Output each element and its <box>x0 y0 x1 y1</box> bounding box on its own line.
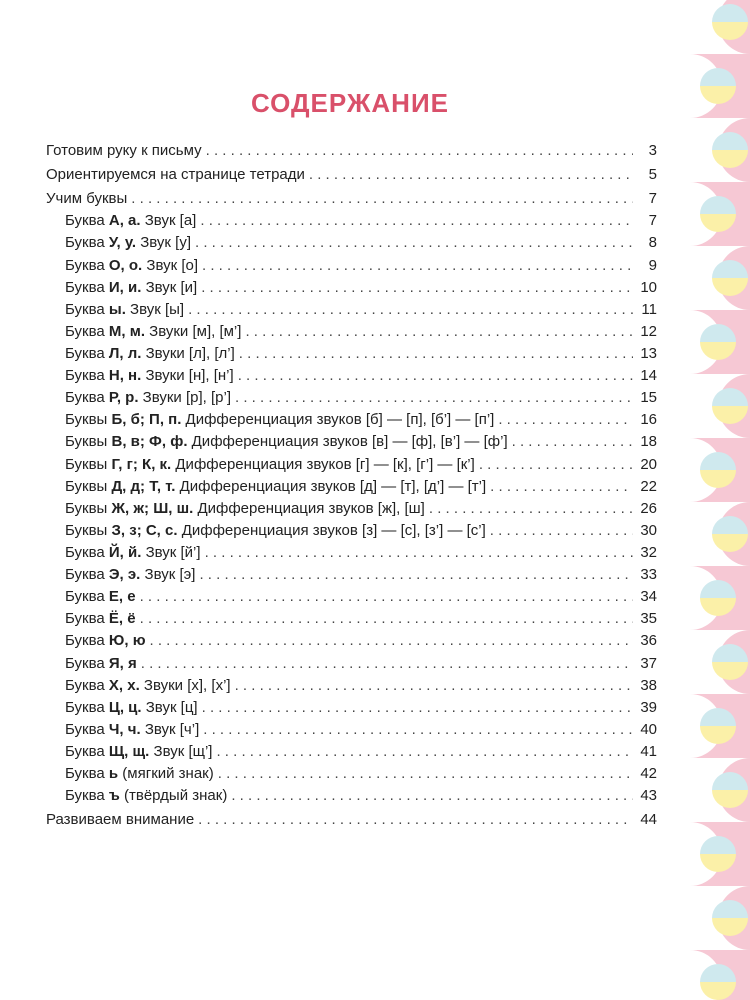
toc-page-number: 41 <box>640 742 657 760</box>
toc-entry-label <box>65 520 486 542</box>
toc-page-number: 30 <box>640 521 657 539</box>
dot-leader <box>150 630 633 652</box>
toc-entry <box>46 321 657 343</box>
toc-entry <box>46 365 657 387</box>
toc-page-number: 7 <box>648 212 657 230</box>
toc-letter-bold: Б, б; П, п. <box>111 411 182 429</box>
toc-entry <box>46 188 657 210</box>
toc-letter-bold: В, в; Ф, ф. <box>111 433 188 451</box>
toc-text: Дифференциация звуков [в] — [ф], [в’] — [ф’] <box>187 433 508 451</box>
toc-entry-label <box>65 232 191 254</box>
toc-entry-label <box>65 630 146 652</box>
dot-leader <box>140 586 633 608</box>
toc-entry <box>46 164 657 186</box>
dot-leader <box>218 763 633 785</box>
toc-text: Звук [й’] <box>141 543 201 561</box>
toc-page-number: 10 <box>640 278 657 296</box>
toc-entry <box>46 653 657 675</box>
decorative-border <box>678 0 750 1000</box>
toc-entry <box>46 255 657 277</box>
toc-entry <box>46 520 657 542</box>
toc-entry-label <box>46 140 202 162</box>
toc-text: Звук [ц] <box>141 698 198 716</box>
toc-entry-label <box>65 675 231 697</box>
toc-entry <box>46 387 657 409</box>
toc-text: Буква <box>65 588 109 606</box>
toc-text: Дифференциация звуков [г] — [к], [г’] — [к’] <box>171 455 475 473</box>
toc-text: Буквы <box>65 499 112 517</box>
toc-letter-bold: Г, г; К, к. <box>111 455 172 473</box>
dot-leader <box>140 608 633 630</box>
toc-page-number: 44 <box>640 811 657 829</box>
toc-letter-bold: Ж, ж; Ш, ш. <box>111 499 194 517</box>
toc-entry <box>46 343 657 365</box>
toc-page-number: 11 <box>641 300 657 318</box>
toc-entry <box>46 630 657 652</box>
page-title: СОДЕРЖАНИЕ <box>251 88 449 118</box>
toc-text: Буква <box>65 278 109 296</box>
toc-entry <box>46 299 657 321</box>
toc-text: Буква <box>65 610 109 628</box>
toc-entry-label <box>65 697 198 719</box>
toc-entry <box>46 498 657 520</box>
dot-leader <box>498 409 633 431</box>
toc-text: Буква <box>65 543 109 561</box>
toc-letter-bold: М, м. <box>108 322 145 340</box>
toc-letter-bold: Р, р. <box>108 389 139 407</box>
toc-page-number: 8 <box>648 234 657 252</box>
toc-letter-bold: Э, э. <box>108 566 141 584</box>
toc-entry <box>46 277 657 299</box>
toc-entry-label <box>65 719 199 741</box>
dot-leader <box>201 277 633 299</box>
toc-entry <box>46 809 657 831</box>
toc-entry-label <box>65 409 494 431</box>
toc-text: Буква <box>65 698 109 716</box>
toc-letter-bold: Ю, ю <box>108 632 146 650</box>
dot-leader <box>245 321 633 343</box>
toc-letter-bold: А, а. <box>108 212 141 230</box>
toc-text: Звук [о] <box>142 256 199 274</box>
toc-entry-label <box>65 564 195 586</box>
dot-leader <box>188 299 633 321</box>
toc-text: Звук [а] <box>140 212 197 230</box>
toc-entry <box>46 719 657 741</box>
dot-leader <box>239 343 633 365</box>
toc-text: Звуки [р], [р’] <box>138 389 231 407</box>
toc-letter-bold: Ц, ц. <box>108 698 142 716</box>
toc-letter-bold: Л, л. <box>108 344 142 362</box>
toc-text: Звуки [л], [л’] <box>141 344 235 362</box>
dot-leader <box>490 476 633 498</box>
toc-page-number: 22 <box>640 477 657 495</box>
toc-entry-label <box>65 476 486 498</box>
toc-page-number: 9 <box>648 256 657 274</box>
toc-entry-label <box>46 164 305 186</box>
toc-page-number: 15 <box>640 389 657 407</box>
toc-text: Буква <box>65 632 109 650</box>
toc-page-number: 33 <box>640 566 657 584</box>
toc-text: Ориентируемся на странице тетради <box>46 166 305 184</box>
toc-text: Звук [у] <box>136 234 191 252</box>
toc-letter-bold: У, у. <box>108 234 137 252</box>
toc-text: Буквы <box>65 477 112 495</box>
toc-text: Дифференциация звуков [б] — [п], [б’] — [п’] <box>181 411 495 429</box>
dot-leader <box>202 697 633 719</box>
dot-leader <box>203 719 633 741</box>
dot-leader <box>479 454 633 476</box>
toc-page-number: 35 <box>640 610 657 628</box>
toc-text: Буква <box>65 344 109 362</box>
toc-entry-label <box>65 299 184 321</box>
dot-leader <box>131 188 633 210</box>
toc-text: Буквы <box>65 411 112 429</box>
toc-text: Буква <box>65 720 109 738</box>
dot-leader <box>429 498 633 520</box>
toc-text: Буква <box>65 212 109 230</box>
dot-leader <box>235 387 633 409</box>
toc-letter-bold: Й, й. <box>108 543 142 561</box>
toc-letter-bold: Щ, щ. <box>108 742 150 760</box>
toc-text: Дифференциация звуков [ж], [ш] <box>193 499 425 517</box>
toc-entry <box>46 431 657 453</box>
toc-page-number: 26 <box>640 499 657 517</box>
dot-leader <box>512 431 633 453</box>
toc-page-number: 3 <box>648 142 657 159</box>
toc-entry-label <box>65 321 241 343</box>
dot-leader <box>206 140 633 162</box>
dot-leader <box>200 210 633 232</box>
toc-entry <box>46 608 657 630</box>
toc-text: Буква <box>65 300 109 318</box>
toc-entry <box>46 586 657 608</box>
toc-text: Звуки [м], [м’] <box>144 322 242 340</box>
toc-letter-bold: ъ <box>108 787 120 805</box>
dot-leader <box>202 255 633 277</box>
toc-page-number: 5 <box>648 166 657 184</box>
toc-entry-label <box>65 608 136 630</box>
toc-text: Буквы <box>65 433 112 451</box>
dot-leader <box>490 520 633 542</box>
toc-text: Буквы <box>65 521 112 539</box>
toc-letter-bold: И, и. <box>108 278 142 296</box>
toc-entry-label <box>65 498 425 520</box>
toc-text: Звук [ы] <box>125 300 185 318</box>
toc-entry-label <box>65 255 198 277</box>
toc-text: Звук [щ’] <box>149 742 213 760</box>
toc-entry <box>46 140 657 162</box>
toc-text: Звуки [х], [х’] <box>139 676 231 694</box>
toc-entry <box>46 232 657 254</box>
toc-text: (твёрдый знак) <box>119 787 228 805</box>
toc-letter-bold: ь <box>108 765 119 783</box>
dot-leader <box>309 164 633 186</box>
toc-letter-bold: Х, х. <box>108 676 140 694</box>
toc-entry-label <box>65 586 136 608</box>
toc-entry <box>46 697 657 719</box>
toc-page-number: 40 <box>640 720 657 738</box>
toc-page-number: 34 <box>640 588 657 606</box>
table-of-contents <box>46 140 657 831</box>
toc-entry-label <box>65 741 212 763</box>
toc-entry-label <box>65 365 234 387</box>
dot-leader <box>231 785 633 807</box>
toc-page-number: 7 <box>648 190 657 208</box>
toc-text: Буква <box>65 787 109 805</box>
toc-entry-label <box>65 785 227 807</box>
toc-text: Буква <box>65 654 109 672</box>
toc-entry-label <box>65 387 231 409</box>
toc-page-number: 16 <box>640 411 657 429</box>
dot-leader <box>195 232 633 254</box>
toc-text: Дифференциация звуков [з] — [с], [з’] — [с’] <box>177 521 486 539</box>
dot-leader <box>216 741 633 763</box>
toc-text: Буква <box>65 389 109 407</box>
dot-leader <box>199 564 633 586</box>
toc-text: Звук [э] <box>140 566 196 584</box>
toc-page-number: 18 <box>640 433 657 451</box>
toc-page-number: 20 <box>640 455 657 473</box>
toc-entry-label <box>65 343 235 365</box>
toc-page-number: 39 <box>640 698 657 716</box>
toc-entry-label <box>65 277 197 299</box>
toc-text: Буква <box>65 367 109 385</box>
toc-letter-bold: Д, д; Т, т. <box>111 477 176 495</box>
toc-text: Звук [и] <box>141 278 198 296</box>
toc-text: Буква <box>65 256 109 274</box>
dot-leader <box>141 653 633 675</box>
dot-leader <box>238 365 633 387</box>
toc-page-number: 38 <box>640 676 657 694</box>
toc-letter-bold: ы. <box>108 300 126 318</box>
toc-text: Развиваем внимание <box>46 811 195 829</box>
toc-letter-bold: Е, е <box>108 588 136 606</box>
toc-letter-bold: Ч, ч. <box>108 720 141 738</box>
dot-leader <box>198 809 633 831</box>
toc-entry-label <box>65 763 214 785</box>
toc-entry <box>46 741 657 763</box>
toc-text: Буква <box>65 234 109 252</box>
toc-text: Дифференциация звуков [д] — [т], [д’] — [т’] <box>175 477 487 495</box>
toc-letter-bold: Н, н. <box>108 367 142 385</box>
toc-text: Учим буквы <box>46 190 128 208</box>
dot-leader <box>205 542 633 564</box>
toc-entry <box>46 675 657 697</box>
toc-entry <box>46 409 657 431</box>
dot-leader <box>235 675 633 697</box>
toc-page-number: 13 <box>640 344 657 362</box>
toc-entry-label <box>65 431 508 453</box>
toc-text: Буква <box>65 742 109 760</box>
toc-text: Звук [ч’] <box>140 720 200 738</box>
toc-entry-label <box>46 809 194 831</box>
toc-entry <box>46 785 657 807</box>
toc-entry-label <box>65 542 201 564</box>
toc-page-number: 14 <box>640 367 657 385</box>
toc-letter-bold: Ё, ё <box>108 610 136 628</box>
toc-text: Буква <box>65 566 109 584</box>
toc-entry <box>46 564 657 586</box>
toc-letter-bold: Я, я <box>108 654 137 672</box>
toc-text: Буква <box>65 676 109 694</box>
toc-entry <box>46 454 657 476</box>
toc-letter-bold: З, з; С, с. <box>111 521 178 539</box>
toc-page-number: 36 <box>640 632 657 650</box>
toc-page-number: 43 <box>640 787 657 805</box>
toc-entry-label <box>46 188 127 210</box>
toc-text: Готовим руку к письму <box>46 142 202 159</box>
toc-page-number: 42 <box>640 765 657 783</box>
toc-text: Буквы <box>65 455 112 473</box>
toc-entry <box>46 763 657 785</box>
toc-entry-label <box>65 454 475 476</box>
toc-text: (мягкий знак) <box>118 765 214 783</box>
toc-text: Буква <box>65 322 109 340</box>
toc-entry-label <box>65 653 137 675</box>
toc-entry <box>46 542 657 564</box>
toc-page-number: 32 <box>640 543 657 561</box>
toc-page-number: 12 <box>640 322 657 340</box>
toc-entry <box>46 210 657 232</box>
toc-text: Буква <box>65 765 109 783</box>
toc-letter-bold: О, о. <box>108 256 143 274</box>
toc-page-number: 37 <box>640 654 657 672</box>
toc-entry <box>46 476 657 498</box>
toc-entry-label <box>65 210 196 232</box>
toc-text: Звуки [н], [н’] <box>141 367 234 385</box>
